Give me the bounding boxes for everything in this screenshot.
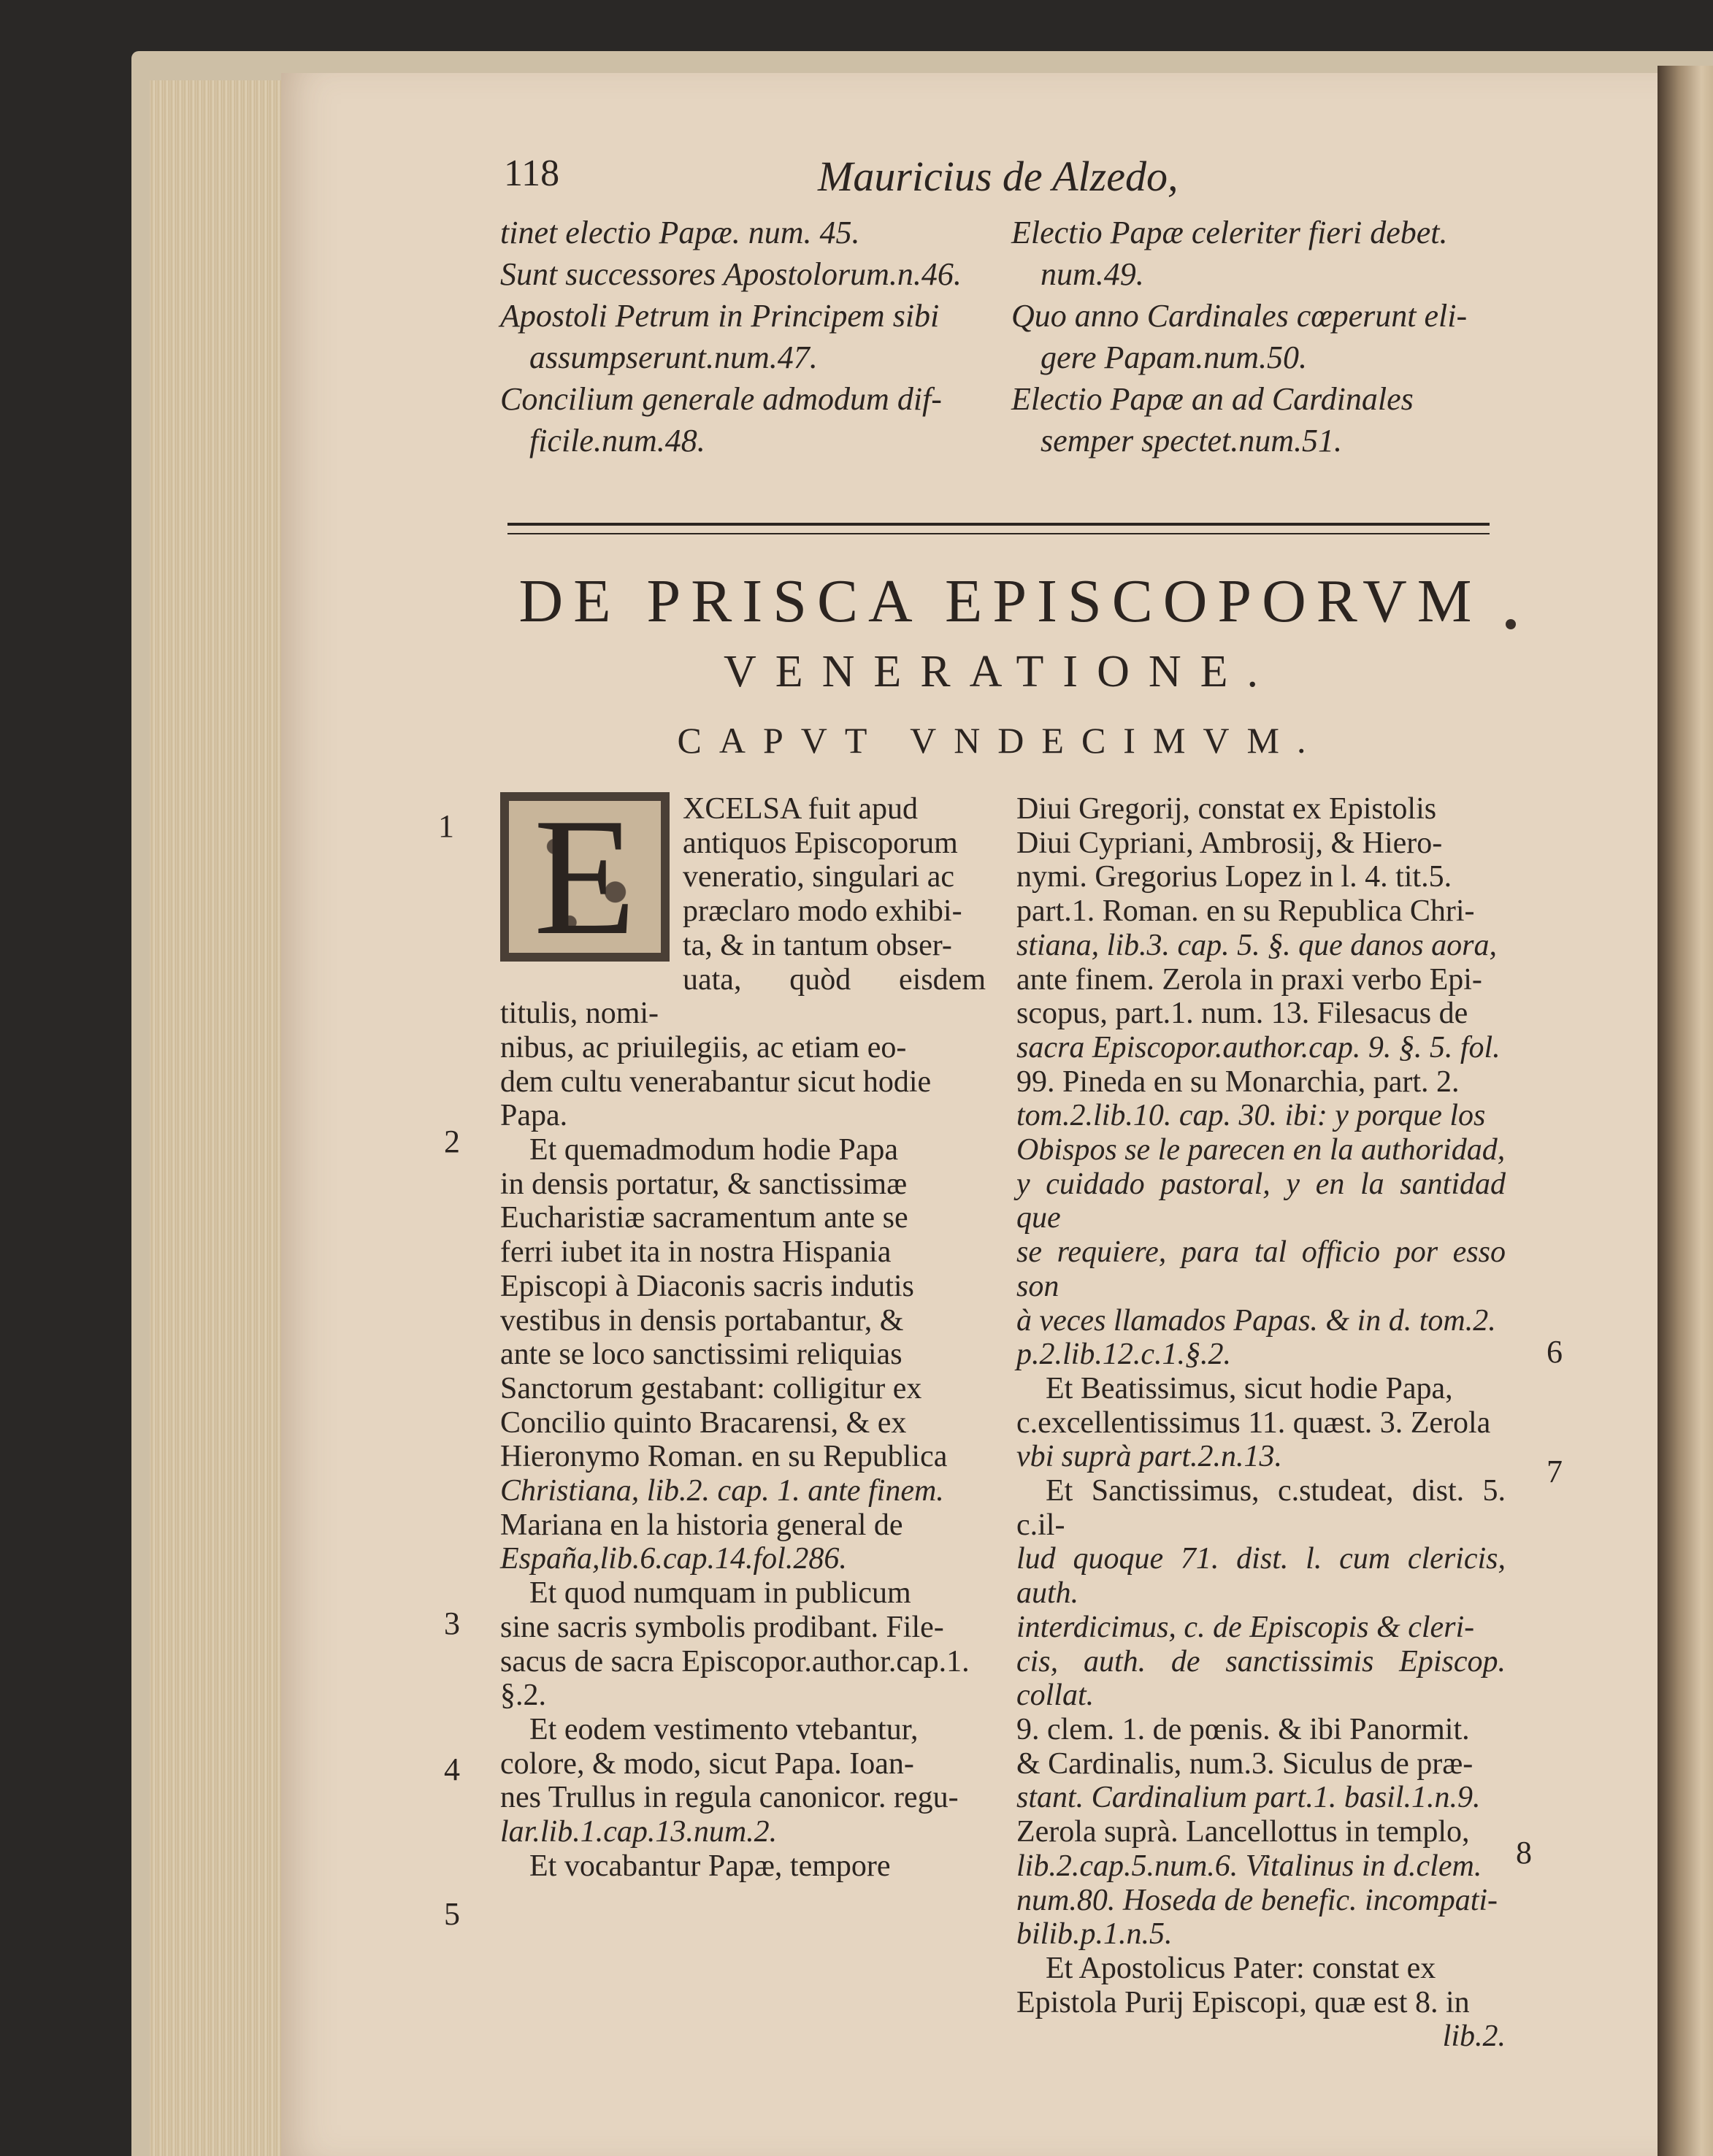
text-line: ta, & in tantum obser- [683,928,952,962]
paragraph-5 [500,1849,986,1884]
text-line: lib.2.cap.5.num.6. Vitalinus in d.clem. [1016,1849,1482,1883]
summary-line: semper spectet.num.51. [1041,423,1343,459]
summary-left [500,212,1004,461]
text-line: Mariana en la historia general de [500,1508,903,1542]
text-line: & Cardinalis, num.3. Siculus de præ- [1016,1746,1474,1781]
text-line: Eucharistiæ sacramentum ante se [500,1201,908,1235]
book-gutter [1658,66,1713,2156]
text-line: Et quod numquam in publicum [529,1576,911,1611]
text-line: part.1. Roman. en su Republica Chri- [1016,894,1475,929]
text-line: Epistola Purij Episcopi, quæ est 8. in [1016,1985,1470,2019]
text-line: Christiana, lib.2. cap. 1. ante finem. [500,1474,944,1508]
text-line: Et Beatissimus, sicut hodie Papa, [1046,1371,1453,1405]
text-line: stiana, lib.3. cap. 5. §. que danos aora, [1016,928,1497,962]
text-line: veneratio, singulari ac [683,860,955,894]
paragraph-1 [1016,792,1506,1372]
text-line: Obispos se le parecen en la authoridad, [1016,1133,1506,1167]
text-line: stant. Cardinalium part.1. basil.1.n.9. [1016,1781,1481,1815]
text-line: præclaro modo exhibi- [683,894,962,929]
text-line: Diui Gregorij, constat ex Epistolis [1016,792,1437,826]
text-line: p.2.lib.12.c.1.§.2. [1016,1338,1231,1372]
divider-rule [507,533,1490,534]
chapter-title: DE PRISCA EPISCOPORVM [518,567,1482,635]
paragraph-4 [500,1713,986,1849]
text-line: Et Sanctissimus, c.studeat, dist. 5. c.il- [1016,1474,1506,1542]
text-line: Et quemadmodum hodie Papa [529,1133,899,1167]
text-line: Diui Cypriani, Ambrosij, & Hiero- [1016,826,1443,860]
text-line: à veces llamados Papas. & in d. tom.2. [1016,1303,1496,1338]
summary-line: gere Papam.num.50. [1041,339,1307,375]
summary-line: Electio Papæ celeriter fieri debet. [1011,215,1448,250]
text-line: Papa. [500,1099,568,1133]
text-line: tom.2.lib.10. cap. 30. ibi: y porque los [1016,1099,1486,1133]
summary-line: tinet electio Papæ. num. 45. [500,215,860,250]
text-line: ante se loco sanctissimi reliquias [500,1338,903,1372]
text-line: c.excellentissimus 11. quæst. 3. Zerola [1016,1405,1491,1440]
summary-line: assumpserunt.num.47. [529,339,818,375]
paragraph-4 [1016,1952,1506,2054]
summary-right [1011,212,1515,461]
text-line: bilib.p.1.n.5. [1016,1917,1173,1952]
text-line: y cuidado pastoral, y en la santidad que [1016,1167,1506,1235]
text-column-left [500,783,986,1884]
ornamental-initial-icon [500,783,670,970]
text-line: Episcopi à Diaconis sacris indutis [500,1269,914,1303]
summary-line: Quo anno Cardinales cœperunt eli- [1011,298,1468,334]
text-line: XCELSA fuit apud [683,792,918,826]
text-line: lar.lib.1.cap.13.num.2. [500,1815,778,1849]
margin-number: 7 [1547,1454,1563,1489]
running-head: Mauricius de Alzedo, [818,153,1179,200]
text-line: sine sacris symbolis prodibant. File- [500,1610,944,1644]
paragraph-3 [1016,1474,1506,1952]
text-line: antiquos Episcoporum [683,826,958,860]
text-line: vestibus in densis portabantur, & [500,1303,904,1338]
text-line: Zerola suprà. Lancellottus in templo, [1016,1815,1470,1849]
text-line: Sanctorum gestabant: colligitur ex [500,1371,922,1405]
text-line: colore, & modo, sicut Papa. Ioan- [500,1746,914,1781]
summary-line: Electio Papæ an ad Cardinales [1011,381,1414,417]
text-line: sacus de sacra Episcopor.author.cap.1. [500,1644,970,1679]
text-line: lud quoque 71. dist. l. cum clericis, auth. [1016,1542,1506,1611]
ink-spot [1506,619,1516,629]
summary-line: Sunt successores Apostolorum.n.46. [500,256,962,292]
text-line: Et vocabantur Papæ, tempore [529,1849,891,1883]
page-edges [150,80,288,2156]
page-number: 118 [504,153,560,194]
text-line: in densis portatur, & sanctissimæ [500,1167,908,1201]
chapter-subtitle: CAPVT VNDECIMVM. [677,720,1324,761]
paragraph-3 [500,1576,986,1713]
text-line: ferri iubet ita in nostra Hispania [500,1235,892,1270]
text-line: interdicimus, c. de Episcopis & cleri- [1016,1610,1475,1644]
text-line: España,lib.6.cap.14.fol.286. [500,1542,847,1576]
margin-number: 1 [438,808,454,844]
text-line: Hieronymo Roman. en su Republica [500,1440,948,1474]
text-line: num.80. Hoseda de benefic. incompati- [1016,1883,1498,1917]
page-header [504,152,1628,210]
text-line: dem cultu venerabantur sicut hodie [500,1064,932,1099]
divider-rule [507,523,1490,526]
text-line: Et eodem vestimento vtebantur, [529,1712,919,1746]
summary-line: ficile.num.48. [529,423,705,459]
text-column-right [1016,792,1506,2054]
text-line: 9. clem. 1. de pœnis. & ibi Panormit. [1016,1712,1470,1746]
text-line: scopus, part.1. num. 13. Filesacus de [1016,997,1468,1031]
margin-number: 5 [444,1896,460,1932]
text-line: vbi suprà part.2.n.13. [1016,1440,1283,1474]
text-line: sacra Episcopor.author.cap. 9. §. 5. fol. [1016,1030,1501,1064]
text-line: uata, quòd eisdem titulis, nomi- [500,962,986,1031]
text-line: nymi. Gregorius Lopez in l. 4. tit.5. [1016,860,1452,894]
margin-number: 8 [1516,1835,1532,1871]
text-line: ante finem. Zerola in praxi verbo Epi- [1016,962,1482,997]
text-line: lib.2. [1442,2019,1506,2054]
margin-number: 2 [444,1124,460,1159]
margin-number: 3 [444,1606,460,1641]
chapter-title-line2: VENERATIONE. [724,647,1277,697]
text-line: cis, auth. de sanctissimis Episcop. collat. [1016,1644,1506,1713]
text-line: Concilio quinto Bracarensi, & ex [500,1405,907,1440]
dropcap-letter: E [533,783,637,970]
text-line: nibus, ac priuilegiis, ac etiam eo- [500,1030,907,1064]
summary-line: Concilium generale admodum dif- [500,381,942,417]
margin-number: 6 [1547,1334,1563,1370]
summary-line: Apostoli Petrum in Principem sibi [500,298,940,334]
text-line: se requiere, para tal officio por esso son [1016,1235,1506,1303]
text-line: 99. Pineda en su Monarchia, part. 2. [1016,1064,1460,1099]
summary-line: num.49. [1041,256,1144,292]
text-line: Et Apostolicus Pater: constat ex [1046,1951,1436,1985]
text-line: nes Trullus in regula canonicor. regu- [500,1781,959,1815]
text-line: §.2. [500,1679,546,1713]
paragraph-2 [1016,1372,1506,1474]
margin-number: 4 [444,1752,460,1787]
paragraph-2 [500,1133,986,1576]
